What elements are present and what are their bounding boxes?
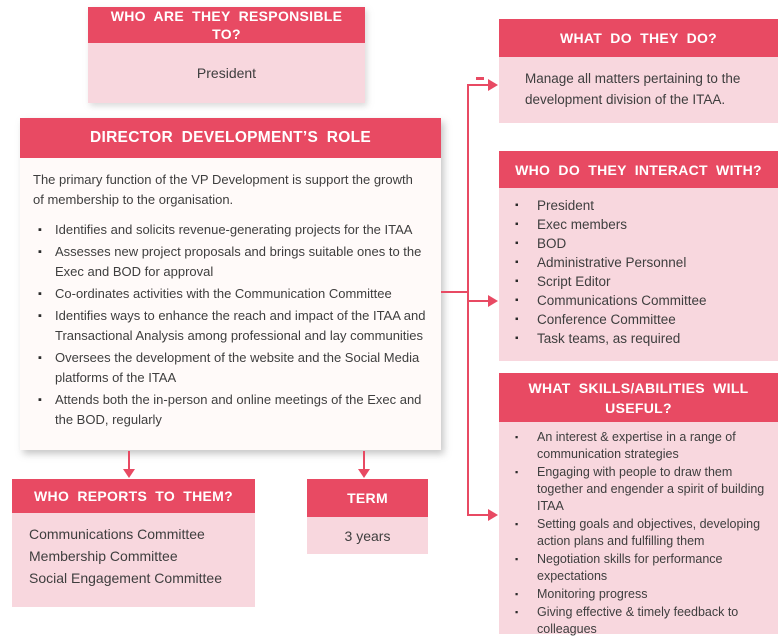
- arrow-down-term-icon: [358, 469, 370, 478]
- bullet-item: ▪ Setting goals and objectives, developing action plans and fulfilling them: [515, 516, 770, 550]
- bullet-item: Communications Committee: [29, 526, 205, 542]
- bullet-item: ▪ Attends both the in-person and online meetings of the Exec and the BOD, regularly: [38, 390, 433, 430]
- interact-box: [499, 151, 778, 361]
- arrow-right-interact-icon: [488, 295, 498, 307]
- arrow-down-reports-icon: [123, 469, 135, 478]
- role-intro: The primary function of the VP Development is support the growth of membership to the organisation.: [33, 172, 413, 207]
- connector-to-interact-line: [467, 300, 489, 302]
- skills-title: WHAT SKILLS/ABILITIES WILL USEFUL?: [499, 373, 778, 422]
- bullet-item: ▪ Monitoring progress: [515, 586, 770, 603]
- role-title: DIRECTOR DEVELOPMENT’S ROLE: [20, 118, 441, 158]
- arrow-right-what-do-icon: [488, 79, 498, 91]
- arrow-right-skills-icon: [488, 509, 498, 521]
- bullet-item: ▪ Oversees the development of the website and the Social Media platforms of the ITAA: [38, 348, 433, 388]
- responsible-to-title: WHO ARE THEY RESPONSIBLE TO?: [88, 7, 365, 43]
- role-bullet-list: [20, 220, 441, 430]
- bullet-item: ▪ Script Editor: [515, 272, 768, 291]
- skills-box: [499, 373, 778, 634]
- bullet-item: ▪ Communications Committee: [515, 291, 768, 310]
- reports-title: WHO REPORTS TO THEM?: [12, 479, 255, 513]
- bullet-item: ▪ Identifies ways to enhance the reach and impact of the ITAA and Transactional Analysis among professional and lay communities: [38, 306, 433, 346]
- connector-from-role-line: [441, 291, 469, 293]
- bullet-item: ▪ Negotiation skills for performance expectations: [515, 551, 770, 585]
- bullet-item: ▪ Conference Committee: [515, 310, 768, 329]
- bullet-item: ▪ BOD: [515, 234, 768, 253]
- skills-body: [499, 422, 778, 634]
- connector-to-reports-line: [128, 451, 130, 470]
- what-do-box: [499, 19, 778, 123]
- bullet-item: ▪ Giving effective & timely feedback to colleagues: [515, 604, 770, 638]
- bullet-item: Social Engagement Committee: [29, 570, 222, 586]
- reports-body: [12, 513, 255, 607]
- bullet-item: ▪ President: [515, 196, 768, 215]
- bullet-item: ▪ Co-ordinates activities with the Communication Committee: [38, 284, 433, 304]
- bullet-item: ▪ Identifies and solicits revenue-generating projects for the ITAA: [38, 220, 433, 240]
- reports-box: [12, 479, 255, 607]
- role-body: [20, 158, 441, 450]
- bullet-item: ▪ Exec members: [515, 215, 768, 234]
- responsible-to-value: President: [88, 43, 365, 103]
- bullet-item: Membership Committee: [29, 548, 178, 564]
- bullet-item: ▪ Engaging with people to draw them together and engender a spirit of building ITAA: [515, 464, 770, 515]
- term-value: 3 years: [307, 517, 428, 554]
- what-do-title: WHAT DO THEY DO?: [499, 19, 778, 57]
- bullet-item: ▪ Task teams, as required: [515, 329, 768, 348]
- bullet-item: ▪ Administrative Personnel: [515, 253, 768, 272]
- term-box: [307, 479, 428, 554]
- connector-to-skills-line: [467, 514, 489, 516]
- connector-to-term-line: [363, 451, 365, 470]
- reports-list: [12, 513, 255, 589]
- responsible-to-box: [88, 7, 365, 103]
- term-title: TERM: [307, 479, 428, 517]
- bullet-item: ▪ Assesses new project proposals and brings suitable ones to the Exec and BOD for approval: [38, 242, 433, 282]
- bullet-item: ▪ An interest & expertise in a range of communication strategies: [515, 429, 770, 463]
- connector-to-what-do-line: [467, 84, 489, 86]
- what-do-text: Manage all matters pertaining to the development division of the ITAA.: [499, 57, 778, 123]
- role-box: [20, 118, 441, 450]
- interact-body: [499, 188, 778, 361]
- skills-list: [499, 422, 778, 638]
- connector-dash: [476, 77, 484, 80]
- interact-list: [499, 188, 778, 348]
- interact-title: WHO DO THEY INTERACT WITH?: [499, 151, 778, 188]
